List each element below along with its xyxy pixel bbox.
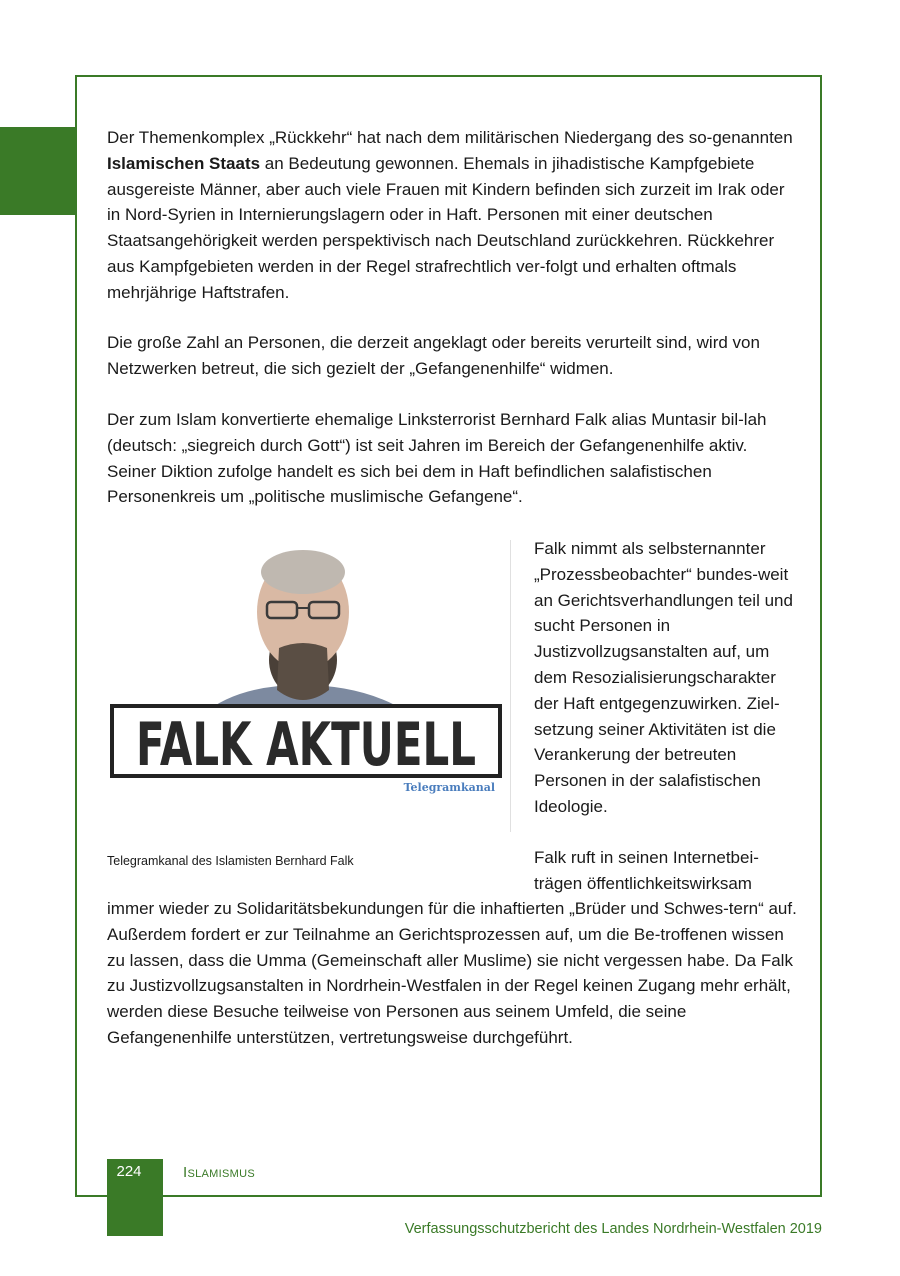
paragraph-internet-continued: immer wieder zu Solidaritätsbekundungen für die inhaftierten „Brüder und Schwes-tern“ auf. Außerdem fordert er zur Teilnahme an Gerichtsprozessen auf, um die Be-troffenen wissen zu lassen, dass die Umma (Gemeinschaft aller Muslime) sie nicht vergessen habe. Da Falk zu Justizvollzugsanstalten in Nordrhein-Westfalen in der Regel keinen Zugang mehr erhält, werden diese Besuche teilweise von Personen aus seinem Umfeld, die seine Gefangenenhilfe unterstützen, vertretungsweise durchgeführt. bbox=[107, 899, 797, 1047]
falk-aktuell-image bbox=[107, 540, 503, 800]
column-divider bbox=[510, 540, 511, 832]
hair-shape bbox=[261, 550, 345, 594]
paragraph-gefangenenhilfe: Die große Zahl an Personen, die derzeit angeklagt oder bereits verurteilt sind, wird von Netzwerken betreut, die sich gezielt der „Gefangenenhilfe“ widmen. bbox=[107, 333, 760, 378]
bold-term: Islamischen Staats bbox=[107, 153, 261, 173]
paragraph-text: Der Themenkomplex „Rückkehr“ hat nach dem militärischen Niedergang des so-genannten bbox=[107, 128, 793, 147]
paragraph-text: an Bedeutung gewonnen. Ehemals in jihadistische Kampfgebiete ausgereiste Männer, aber auch viele Frauen mit Kindern befinden sich zurzeit im Irak oder in Nord-Syrien in Internierungslagern oder in Haft. Personen mit einer deutschen Staatsangehörigkeit werden perspektivisch nach Deutschland zurückkehren. Rückkehrer aus Kampfgebieten werden in der Regel strafrechtlich ver-folgt und erhalten oftmals mehrjährige Haftstrafen. bbox=[107, 153, 785, 302]
portrait-banner-graphic bbox=[107, 540, 503, 800]
paragraph-prozessbeobachter: Falk nimmt als selbsternannter „Prozessbeobachter“ bundes-weit an Gerichtsverhandlungen teil und sucht Personen in Justizvollzugsanstalten auf, um dem Resozialisierungscharakter der Haft entgegenzuwirken. Ziel-setzung seiner Aktivitäten ist die Verankerung der betreuten Personen in der salafistischen Ideologie. bbox=[534, 539, 793, 816]
paragraph-rueckkehr bbox=[107, 125, 797, 306]
side-tab-marker bbox=[0, 127, 76, 215]
report-title-footer: Verfassungsschutzbericht des Landes Nordrhein-Westfalen 2019 bbox=[404, 1221, 822, 1237]
figure-caption: Telegramkanal des Islamisten Bernhard Falk bbox=[107, 854, 354, 868]
paragraph-internet-start: Falk ruft in seinen Internetbei-trägen öffentlichkeitswirksam bbox=[534, 848, 759, 893]
beard-lower bbox=[277, 643, 329, 700]
banner-title: FALK AKTUELL bbox=[136, 710, 476, 780]
banner-subtitle: Telegramkanal bbox=[403, 781, 495, 794]
section-label: Islamismus bbox=[183, 1164, 255, 1181]
page-number: 224 bbox=[116, 1163, 142, 1180]
paragraph-falk-intro: Der zum Islam konvertierte ehemalige Linksterrorist Bernhard Falk alias Muntasir bil-lah (deutsch: „siegreich durch Gott“) ist seit Jahren im Bereich der Gefangenenhilfe aktiv. Seiner Diktion zufolge handelt es sich bei dem in Haft befindlichen salafistischen Personenkreis um „politische muslimische Gefangene“. bbox=[107, 410, 767, 507]
